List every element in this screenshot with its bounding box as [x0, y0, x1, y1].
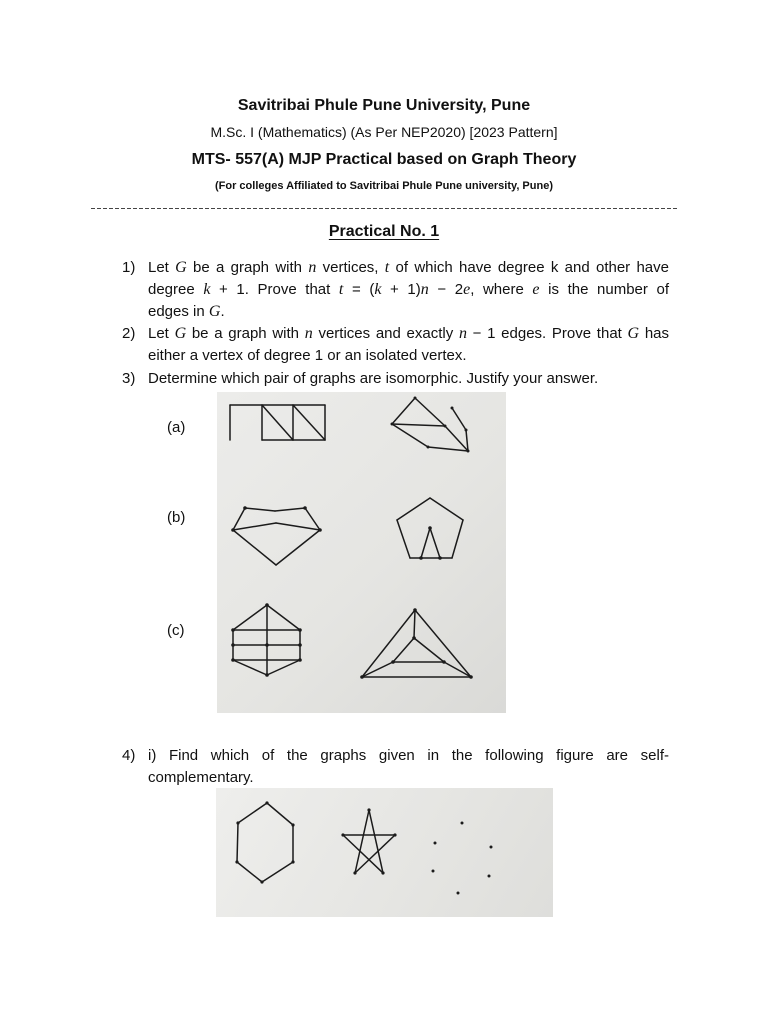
- question-text-segment: has: [639, 325, 670, 342]
- question-text-segment: edges in: [148, 303, 209, 320]
- graph-vertex: [451, 407, 454, 410]
- graph-vertex: [428, 526, 432, 530]
- graph-b-left: [231, 506, 322, 565]
- graph-vertex: [465, 429, 468, 432]
- graph-vertex: [444, 425, 447, 428]
- figure-label-c: (c): [167, 622, 185, 639]
- graph-c-right: [360, 608, 473, 679]
- graph-edge: [397, 498, 430, 520]
- graph-edge: [452, 520, 463, 558]
- graph-edge: [414, 638, 444, 662]
- graph-edge: [466, 430, 468, 451]
- graph-vertex: [353, 871, 356, 874]
- math-variable: n: [420, 281, 429, 298]
- graph-vertex: [467, 450, 470, 453]
- question-line: [148, 345, 669, 367]
- question-text-segment: + 1): [381, 281, 421, 298]
- math-variable: t: [338, 281, 344, 298]
- graph-vertex: [490, 846, 493, 849]
- graph-empty-vertices: [432, 822, 493, 895]
- question-text-segment: .: [220, 303, 225, 320]
- question-text-segment: vertices,: [316, 259, 385, 276]
- graph-vertex: [393, 833, 396, 836]
- question-text-segment: − 2: [428, 281, 464, 298]
- graph-vertex: [291, 823, 294, 826]
- self-complementary-figure-photo: [216, 788, 553, 917]
- graph-edge: [415, 398, 445, 426]
- graph-edge: [238, 803, 267, 823]
- graph-edge: [305, 508, 320, 530]
- graph-vertex: [298, 628, 302, 632]
- graph-vertex: [341, 833, 344, 836]
- math-variable: G: [208, 303, 221, 320]
- graph-vertex: [265, 643, 269, 647]
- graph-edge: [267, 605, 300, 630]
- question-text-segment: − 1 edges. Prove that: [466, 325, 628, 342]
- question-number: 1): [122, 259, 136, 276]
- question-line: [148, 257, 669, 279]
- program-line: M.Sc. I (Mathematics) (As Per NEP2020) [2023 Pattern]: [210, 124, 558, 140]
- graph-edge: [415, 610, 471, 677]
- graph-edge: [362, 662, 393, 677]
- graph-edge: [233, 523, 276, 530]
- question-text-segment: vertices and exactly: [312, 325, 459, 342]
- math-variable: n: [458, 325, 467, 342]
- question-number: 4): [122, 747, 136, 764]
- question-text-segment: i) Find which of the graphs given in the following figure are self-: [148, 747, 669, 764]
- graph-edge: [262, 405, 293, 440]
- question-text-segment: Let: [148, 259, 176, 276]
- math-variable: k: [203, 281, 211, 298]
- graph-vertex: [298, 658, 302, 662]
- graph-vertex: [461, 822, 464, 825]
- graph-edge: [392, 398, 415, 424]
- graph-vertex: [488, 875, 491, 878]
- graph-edge: [343, 835, 383, 873]
- graph-edge: [237, 862, 262, 882]
- graph-edge: [275, 508, 305, 511]
- math-variable: G: [175, 259, 187, 276]
- graph-edge: [293, 405, 325, 440]
- isomorphism-figure-photo: [217, 392, 506, 713]
- isomorphism-graphs-drawing: [217, 392, 506, 713]
- graph-edge: [369, 810, 383, 873]
- graph-vertex: [432, 870, 435, 873]
- question-line: [148, 279, 669, 301]
- question-text: [148, 745, 669, 789]
- graph-edge: [233, 508, 245, 530]
- graph-vertex: [442, 660, 446, 664]
- question-line: [148, 745, 669, 767]
- graph-vertex: [391, 423, 394, 426]
- graph-edge: [267, 660, 300, 675]
- graph-edge: [430, 528, 440, 558]
- graph-edge: [392, 424, 445, 426]
- graph-vertex: [265, 673, 269, 677]
- question-text-segment: either a vertex of degree 1 or an isolated vertex.: [148, 347, 467, 364]
- graph-vertex: [391, 660, 395, 664]
- graph-edge: [428, 447, 468, 451]
- self-complementary-graphs-drawing: [216, 788, 553, 917]
- question-text: [148, 257, 669, 323]
- question-text-segment: degree: [148, 281, 204, 298]
- graph-vertex: [427, 446, 430, 449]
- graph-vertex: [235, 860, 238, 863]
- affiliation-note: (For colleges Affiliated to Savitribai Phule Pune university, Pune): [214, 180, 553, 192]
- math-variable: e: [463, 281, 471, 298]
- graph-edge: [233, 530, 276, 565]
- question-text-segment: = (: [343, 281, 375, 298]
- graph-vertex: [360, 675, 364, 679]
- graph-vertex: [260, 880, 263, 883]
- question-text: [148, 323, 669, 367]
- math-variable: n: [304, 325, 313, 342]
- math-variable: e: [532, 281, 540, 298]
- graph-edge: [414, 610, 415, 638]
- graph-edge: [362, 610, 415, 677]
- graph-vertex: [265, 603, 269, 607]
- question-number: 2): [122, 325, 136, 342]
- figure-label-a: (a): [167, 419, 186, 436]
- graph-edge: [397, 520, 410, 558]
- graph-vertex: [457, 892, 460, 895]
- graph-edge: [355, 835, 395, 873]
- graph-edge: [267, 803, 293, 825]
- graph-vertex: [231, 658, 235, 662]
- graph-edge: [237, 823, 238, 862]
- graph-edge: [276, 523, 320, 530]
- graph-vertex: [469, 675, 473, 679]
- graph-vertex: [231, 528, 235, 532]
- practical-heading: [0, 222, 768, 242]
- graph-a-right: [391, 397, 470, 453]
- question-text-segment: of which have degree k and other have: [389, 259, 669, 276]
- graph-vertex: [298, 643, 302, 647]
- question-text-segment: be a graph with: [186, 325, 305, 342]
- practical-title: Practical No. 1: [328, 223, 440, 240]
- graph-vertex: [265, 801, 268, 804]
- graph-b-right: [397, 498, 463, 560]
- course-title: MTS- 557(A) MJP Practical based on Graph Theory: [191, 151, 577, 168]
- graph-hexagon: [235, 801, 294, 883]
- graph-vertex: [414, 397, 417, 400]
- question-text-segment: be a graph with: [186, 259, 309, 276]
- question-text-segment: + 1. Prove that: [210, 281, 339, 298]
- graph-vertex: [236, 821, 239, 824]
- graph-vertex: [318, 528, 322, 532]
- graph-vertex: [243, 506, 247, 510]
- graph-vertex: [291, 860, 294, 863]
- math-variable: t: [384, 259, 390, 276]
- figure-label-b: (b): [167, 509, 186, 526]
- graph-edge: [393, 638, 414, 662]
- graph-a-left: [230, 405, 325, 440]
- question-line: [148, 323, 669, 345]
- graph-edge: [262, 862, 293, 882]
- graph-vertex: [367, 808, 370, 811]
- question-number: 3): [122, 370, 136, 387]
- graph-edge: [233, 660, 267, 675]
- graph-vertex: [381, 871, 384, 874]
- graph-edge: [233, 605, 267, 630]
- graph-edge: [355, 810, 369, 873]
- separator-line: [91, 208, 677, 209]
- graph-vertex: [231, 643, 235, 647]
- graph-vertex: [412, 636, 416, 640]
- graph-edge: [245, 508, 275, 511]
- graph-vertex: [303, 506, 307, 510]
- question-text-segment: , where: [470, 281, 533, 298]
- graph-vertex: [438, 556, 442, 560]
- graph-edge: [392, 424, 428, 447]
- question-line: [148, 368, 669, 390]
- question-text-segment: is the number of: [539, 281, 670, 298]
- graph-c-left: [231, 603, 302, 677]
- university-name: Savitribai Phule Pune University, Pune: [237, 97, 531, 114]
- math-variable: n: [308, 259, 317, 276]
- question-text-segment: complementary.: [148, 769, 254, 786]
- question-text-segment: Let: [148, 325, 175, 342]
- graph-vertex: [434, 842, 437, 845]
- graph-edge: [444, 662, 471, 677]
- question-line: [148, 767, 669, 789]
- question-text-segment: Determine which pair of graphs are isomorphic. Justify your answer.: [148, 370, 599, 387]
- graph-edge: [430, 498, 463, 520]
- graph-vertex: [419, 556, 423, 560]
- graph-pentagram: [341, 808, 396, 874]
- graph-edge: [421, 528, 430, 558]
- graph-edge: [276, 530, 320, 565]
- math-variable: G: [174, 325, 187, 342]
- graph-vertex: [231, 628, 235, 632]
- math-variable: G: [627, 325, 640, 342]
- question-line: [148, 301, 669, 323]
- math-variable: k: [374, 281, 382, 298]
- graph-edge: [452, 408, 466, 430]
- graph-vertex: [413, 608, 417, 612]
- question-text: [148, 368, 669, 390]
